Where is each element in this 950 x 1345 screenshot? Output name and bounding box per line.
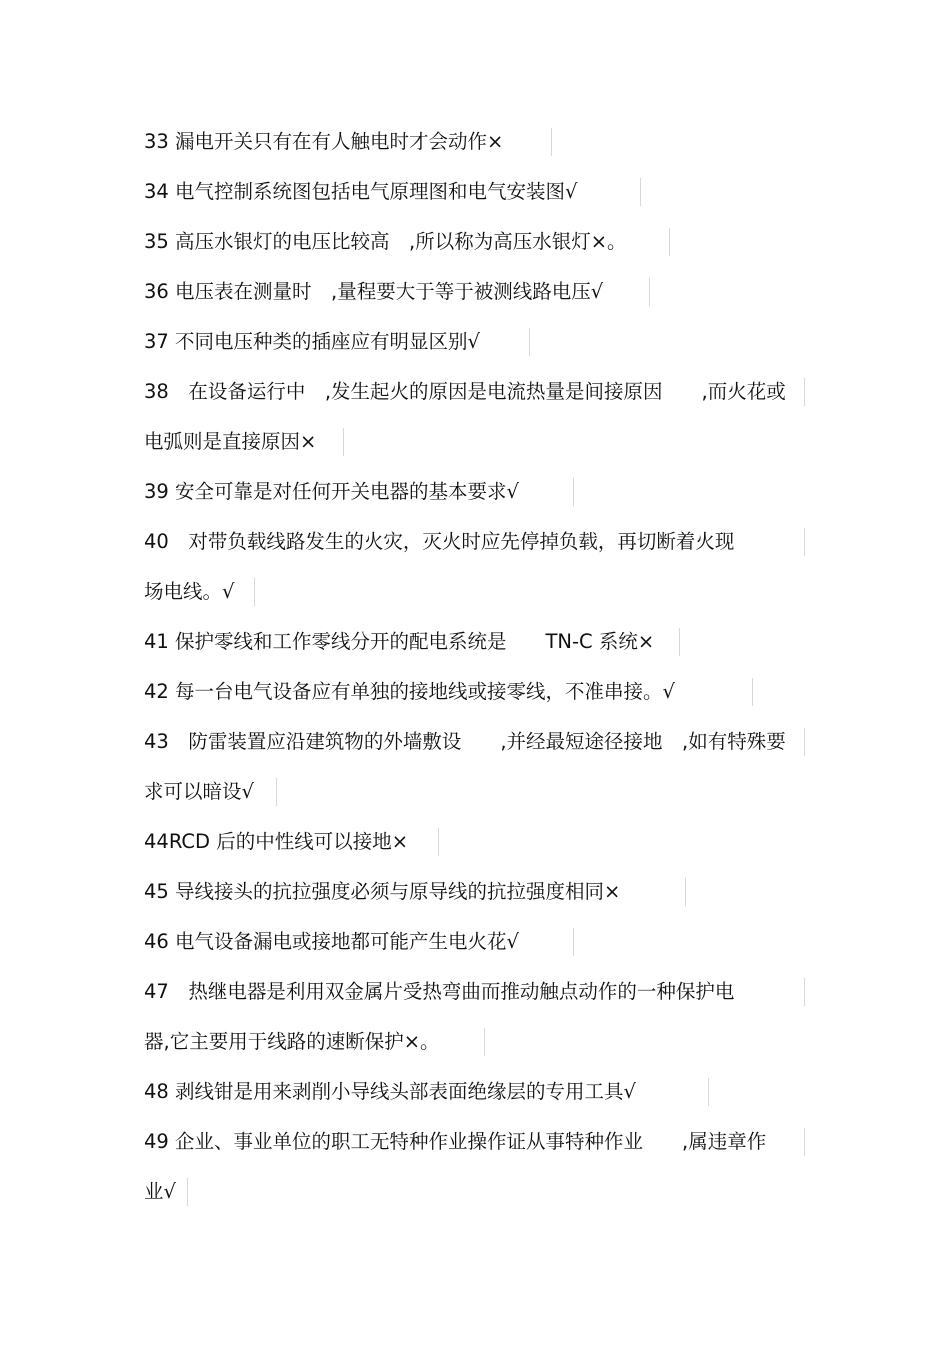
text-line — [144, 117, 808, 167]
line-text: 求可以暗设√ — [144, 780, 254, 803]
cell-border — [804, 728, 805, 756]
cell-border — [573, 478, 574, 506]
text-line — [144, 817, 808, 867]
text-line — [144, 767, 808, 817]
document-body — [144, 117, 808, 1217]
text-line — [144, 617, 808, 667]
text-line — [144, 1167, 808, 1217]
line-text: 器,它主要用于线路的速断保护×。 — [144, 1030, 440, 1053]
line-text: 39 安全可靠是对任何开关电器的基本要求√ — [144, 480, 519, 503]
cell-border — [276, 778, 277, 806]
line-text: 34 电气控制系统图包括电气原理图和电气安装图√ — [144, 180, 578, 203]
text-line — [144, 867, 808, 917]
cell-border — [804, 978, 805, 1006]
cell-border — [640, 178, 641, 206]
text-line — [144, 467, 808, 517]
cell-border — [187, 1178, 188, 1206]
text-line — [144, 317, 808, 367]
cell-border — [551, 128, 552, 156]
line-text: 48 剥线钳是用来剥削小导线头部表面绝缘层的专用工具√ — [144, 1080, 636, 1103]
cell-border — [679, 628, 680, 656]
cell-border — [804, 528, 805, 556]
line-text: 40 对带负载线路发生的火灾，灭火时应先停掉负载，再切断着火现 — [144, 530, 735, 553]
text-line — [144, 717, 808, 767]
cell-border — [254, 578, 255, 606]
line-text: 场电线。√ — [144, 580, 235, 603]
line-text: 46 电气设备漏电或接地都可能产生电火花√ — [144, 930, 519, 953]
line-text: 42 每一台电气设备应有单独的接地线或接零线，不准串接。√ — [144, 680, 675, 703]
line-text: 37 不同电压种类的插座应有明显区别√ — [144, 330, 480, 353]
cell-border — [529, 328, 530, 356]
cell-border — [573, 928, 574, 956]
text-line — [144, 367, 808, 417]
line-text: 49 企业、事业单位的职工无特种作业操作证从事特种作业 ,属违章作 — [144, 1130, 767, 1153]
text-line — [144, 1117, 808, 1167]
line-text: 41 保护零线和工作零线分开的配电系统是 TN-C 系统× — [144, 630, 655, 653]
line-text: 47 热继电器是利用双金属片受热弯曲而推动触点动作的一种保护电 — [144, 980, 735, 1003]
line-text: 44RCD 后的中性线可以接地× — [144, 830, 409, 853]
line-text: 33 漏电开关只有在有人触电时才会动作× — [144, 130, 504, 153]
cell-border — [804, 1128, 805, 1156]
text-line — [144, 567, 808, 617]
text-line — [144, 167, 808, 217]
line-text: 43 防雷装置应沿建筑物的外墙敷设 ,并经最短途径接地 ,如有特殊要 — [144, 730, 786, 753]
line-text: 35 高压水银灯的电压比较高 ,所以称为高压水银灯×。 — [144, 230, 627, 253]
cell-border — [484, 1028, 485, 1056]
text-line — [144, 517, 808, 567]
text-line — [144, 1067, 808, 1117]
cell-border — [708, 1078, 709, 1106]
cell-border — [438, 828, 439, 856]
cell-border — [669, 228, 670, 256]
text-line — [144, 967, 808, 1017]
text-line — [144, 217, 808, 267]
cell-border — [343, 428, 344, 456]
cell-border — [649, 278, 650, 306]
line-text: 36 电压表在测量时 ,量程要大于等于被测线路电压√ — [144, 280, 604, 303]
line-text: 45 导线接头的抗拉强度必须与原导线的抗拉强度相同× — [144, 880, 621, 903]
line-text: 38 在设备运行中 ,发生起火的原因是电流热量是间接原因 ,而火花或 — [144, 380, 786, 403]
cell-border — [804, 378, 805, 406]
cell-border — [685, 878, 686, 906]
text-line — [144, 267, 808, 317]
line-text: 业√ — [144, 1180, 176, 1203]
text-line — [144, 1017, 808, 1067]
text-line — [144, 667, 808, 717]
cell-border — [752, 678, 753, 706]
text-line — [144, 917, 808, 967]
line-text: 电弧则是直接原因× — [144, 430, 317, 453]
text-line — [144, 417, 808, 467]
